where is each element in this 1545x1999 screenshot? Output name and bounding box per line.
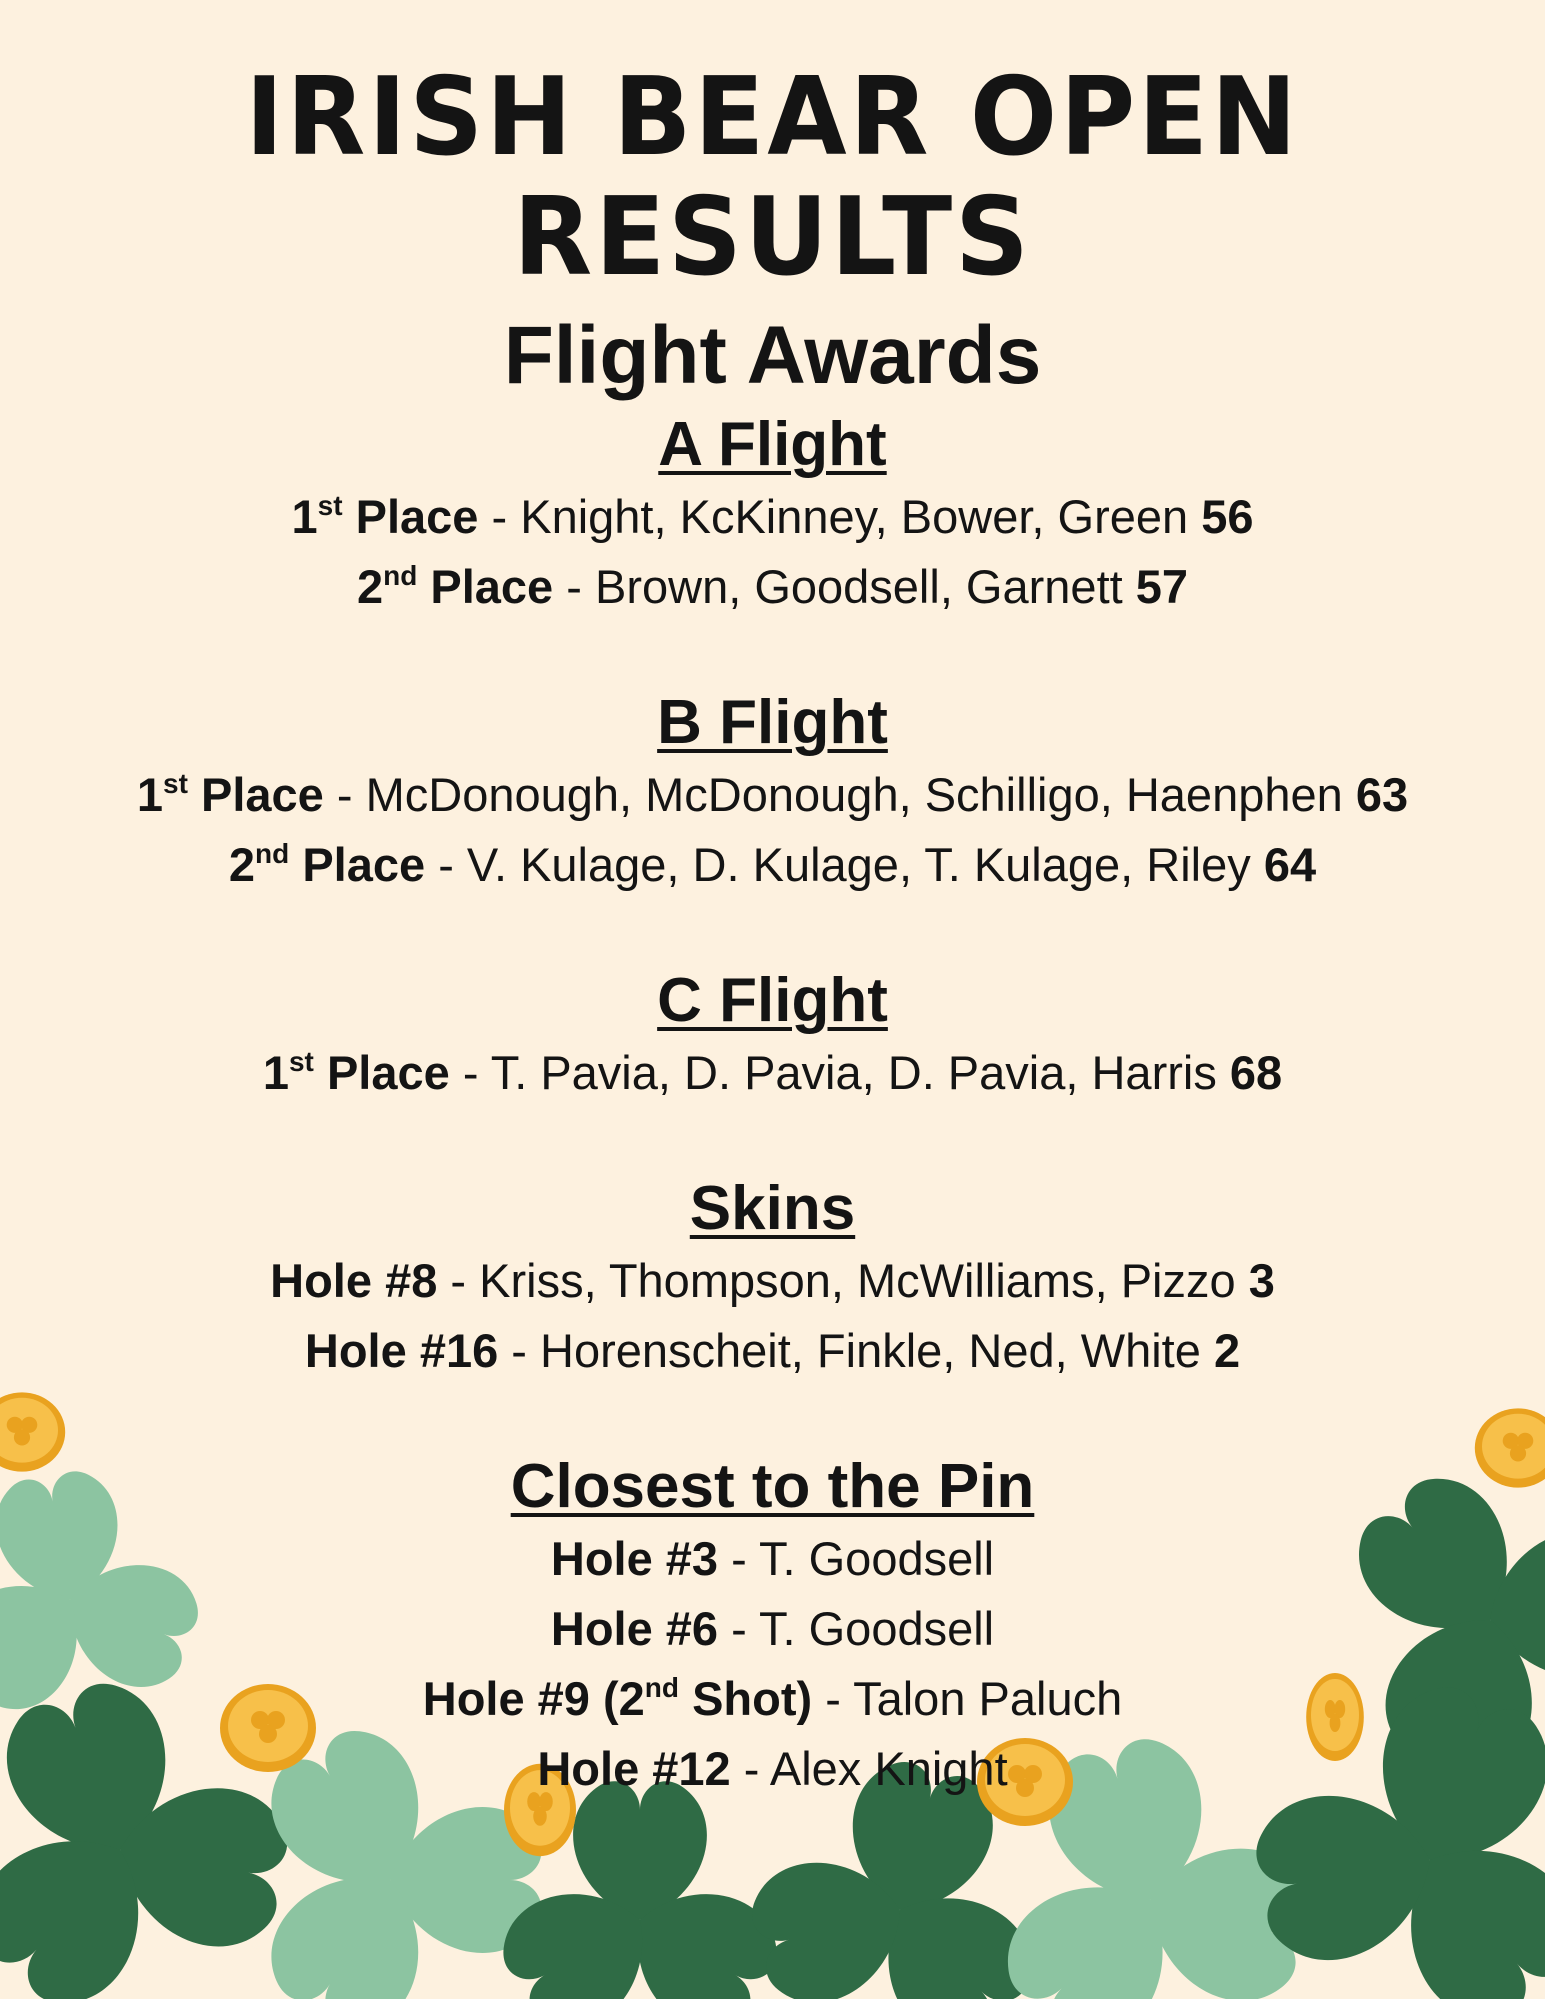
result-line: 1st Place - Knight, KcKinney, Bower, Green 56 — [291, 490, 1254, 543]
result-line: Hole #6 - T. Goodsell — [550, 1602, 995, 1655]
b-flight-section — [0, 686, 1545, 900]
result-line: Hole #8 - Kriss, Thompson, McWilliams, Pizzo 3 — [270, 1254, 1275, 1307]
result-line: 2nd Place - V. Kulage, D. Kulage, T. Kulage, Riley 64 — [228, 838, 1317, 891]
closest-to-pin-section — [0, 1450, 1545, 1804]
section-heading: B Flight — [657, 688, 888, 757]
c-flight-section — [0, 964, 1545, 1108]
page-title: IRISH BEAR OPEN RESULTS — [245, 55, 1300, 300]
section-heading: C Flight — [657, 966, 888, 1035]
result-line: Hole #12 - Alex Knight — [537, 1742, 1008, 1795]
skins-section — [0, 1172, 1545, 1386]
section-heading: Closest to the Pin — [510, 1452, 1035, 1521]
results-content — [0, 40, 1545, 1804]
result-line: Hole #9 (2nd Shot) - Talon Paluch — [422, 1672, 1123, 1725]
section-heading: A Flight — [658, 410, 887, 479]
page-subtitle: Flight Awards — [503, 310, 1042, 401]
result-line: Hole #3 - T. Goodsell — [550, 1532, 995, 1585]
a-flight-section — [0, 408, 1545, 622]
result-line: 2nd Place - Brown, Goodsell, Garnett 57 — [356, 560, 1189, 613]
result-line: Hole #16 - Horenscheit, Finkle, Ned, White 2 — [304, 1324, 1241, 1377]
result-line: 1st Place - McDonough, McDonough, Schilligo, Haenphen 63 — [136, 768, 1409, 821]
section-heading: Skins — [689, 1174, 856, 1243]
result-line: 1st Place - T. Pavia, D. Pavia, D. Pavia, Harris 68 — [262, 1046, 1283, 1099]
